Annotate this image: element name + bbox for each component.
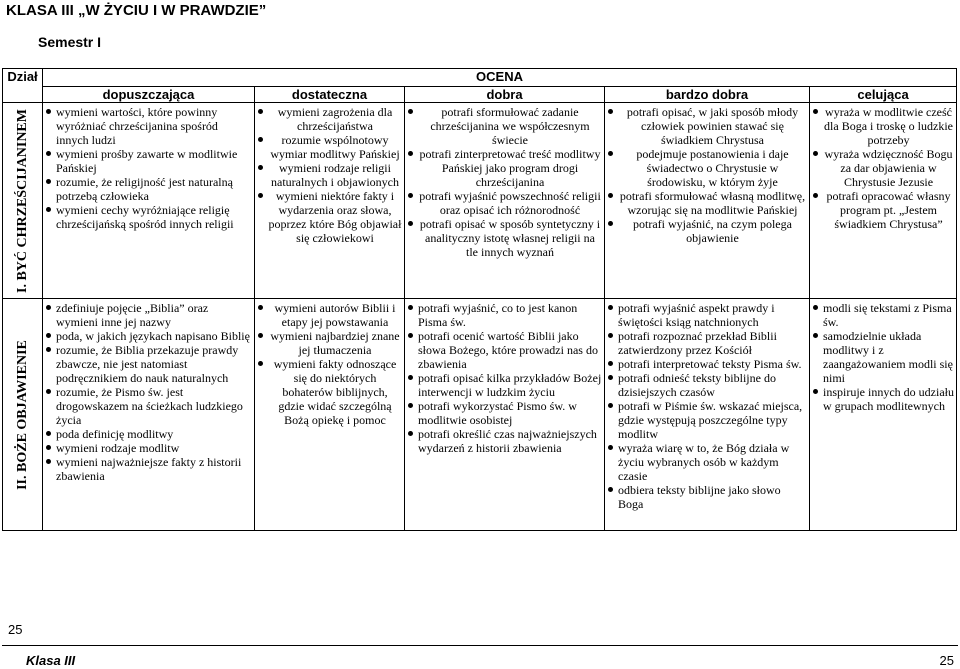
criteria-item: wymieni rodzaje religii naturalnych i objawionych (257, 161, 402, 189)
grade-cell (810, 103, 957, 299)
criteria-item: potrafi wyjaśnić, co to jest kanon Pisma św. (407, 301, 602, 329)
criteria-item: rozumie, że Pismo św. jest drogowskazem na ścieżkach ludzkiego życia (45, 385, 252, 427)
criteria-item: wymieni cechy wyróżniające religię chrześcijańską spośród innych religii (45, 203, 252, 231)
grade-cell (255, 103, 405, 299)
criteria-item: potrafi wyjaśnić powszechność religii oraz opisać ich różnorodność (407, 189, 602, 217)
criteria-item: rozumie, że religijność jest naturalną potrzebą człowieka (45, 175, 252, 203)
criteria-item: potrafi odnieść teksty biblijne do dzisiejszych czasów (607, 371, 807, 399)
criteria-list (405, 299, 604, 457)
criteria-list (605, 103, 809, 247)
criteria-list (255, 299, 404, 429)
criteria-list (43, 299, 254, 485)
criteria-list (810, 299, 956, 415)
criteria-item: potrafi ocenić wartość Biblii jako słowa Bożego, które prowadzi nas do zbawienia (407, 329, 602, 371)
section-label: I. BYĆ CHRZEŚCIJANINEM (14, 108, 30, 293)
criteria-item: potrafi w Piśmie św. wskazać miejsca, gdzie występują poszczególne typy modlitw (607, 399, 807, 441)
criteria-item: potrafi sformułować własną modlitwę, wzorując się na modlitwie Pańskiej (607, 189, 807, 217)
criteria-list (255, 103, 404, 247)
section-label: II. BOŻE OBJAWIENIE (14, 339, 30, 490)
grade-cell (605, 103, 810, 299)
grade-header-dostateczna: dostateczna (255, 87, 405, 103)
criteria-list (405, 103, 604, 261)
footer-class-label: Klasa III (26, 653, 76, 668)
grade-header-dopuszczajaca: dopuszczająca (43, 87, 255, 103)
criteria-item: samodzielnie układa modlitwy i z zaangażowaniem modli się nimi (812, 329, 954, 385)
criteria-item: potrafi opisać w sposób syntetyczny i analityczny istotę własnej religii na tle innych wyznań (407, 217, 602, 259)
criteria-item: wyraża wiarę w to, że Bóg działa w życiu wybranych osób w każdym czasie (607, 441, 807, 483)
criteria-item: potrafi wyjaśnić aspekt prawdy i świętości ksiąg natchnionych (607, 301, 807, 329)
criteria-item: potrafi interpretować teksty Pisma św. (607, 357, 807, 371)
section-row (3, 103, 957, 299)
criteria-item: potrafi opracować własny program pt. „Jestem świadkiem Chrystusa” (812, 189, 954, 231)
criteria-item: zdefiniuje pojęcie „Biblia” oraz wymieni inne jej nazwy (45, 301, 252, 329)
criteria-item: potrafi rozpoznać przekład Biblii zatwierdzony przez Kościół (607, 329, 807, 357)
criteria-item: inspiruje innych do udziału w grupach modlitewnych (812, 385, 954, 413)
criteria-item: potrafi opisać, w jaki sposób młody człowiek powinien stawać się świadkiem Chrystusa (607, 105, 807, 147)
grade-cell (405, 299, 605, 531)
criteria-item: potrafi wyjaśnić, na czym polega objawienie (607, 217, 807, 245)
criteria-item: odbiera teksty biblijne jako słowo Boga (607, 483, 807, 511)
criteria-item: modli się tekstami z Pisma św. (812, 301, 954, 329)
grade-header-bardzo-dobra: bardzo dobra (605, 87, 810, 103)
criteria-item: potrafi opisać kilka przykładów Bożej interwencji w ludzkim życiu (407, 371, 602, 399)
footer-page-number: 25 (939, 653, 954, 668)
criteria-item: podejmuje postanowienia i daje świadectwo o Chrystusie w środowisku, w którym żyje (607, 147, 807, 189)
grade-cell (43, 103, 255, 299)
criteria-list (43, 103, 254, 233)
criteria-item: wymieni rodzaje modlitw (45, 441, 252, 455)
section-row (3, 299, 957, 531)
criteria-item: wymieni prośby zawarte w modlitwie Pańskiej (45, 147, 252, 175)
criteria-item: rozumie, że Biblia przekazuje prawdy zbawcze, nie jest natomiast podręcznikiem do nauk naturalnych (45, 343, 252, 385)
semester-heading: Semestr I (38, 34, 102, 50)
criteria-item: poda, w jakich językach napisano Biblię (45, 329, 252, 343)
grade-cell (605, 299, 810, 531)
criteria-item: wyraża wdzięczność Bogu za dar objawienia w Chrystusie Jezusie (812, 147, 954, 189)
grade-cell (810, 299, 957, 531)
criteria-item: potrafi określić czas najważniejszych wydarzeń z historii zbawienia (407, 427, 602, 455)
criteria-item: poda definicję modlitwy (45, 427, 252, 441)
criteria-list (605, 299, 809, 513)
grade-cell (43, 299, 255, 531)
criteria-item: wymieni najważniejsze fakty z historii zbawienia (45, 455, 252, 483)
grade-cell (255, 299, 405, 531)
grade-header-dobra: dobra (405, 87, 605, 103)
criteria-item: wymieni niektóre fakty i wydarzenia oraz słowa, poprzez które Bóg objawiał się człowiekowi (257, 189, 402, 245)
grade-cell (405, 103, 605, 299)
criteria-item: rozumie wspólnotowy wymiar modlitwy Pańskiej (257, 133, 402, 161)
criteria-item: potrafi wykorzystać Pismo św. w modlitwie osobistej (407, 399, 602, 427)
page-number-top: 25 (8, 622, 23, 637)
criteria-item: wymieni najbardziej znane jej tłumaczenia (257, 329, 402, 357)
criteria-item: potrafi sformułować zadanie chrześcijanina we współczesnym świecie (407, 105, 602, 147)
criteria-item: wymieni wartości, które powinny wyróżniać chrześcijanina spośród innych ludzi (45, 105, 252, 147)
criteria-item: wymieni zagrożenia dla chrześcijaństwa (257, 105, 402, 133)
dzial-header: Dział (3, 69, 43, 103)
section-label-cell (3, 299, 43, 531)
grade-header-celujaca: celująca (810, 87, 957, 103)
criteria-item: potrafi zinterpretować treść modlitwy Pańskiej jako program drogi chrześcijanina (407, 147, 602, 189)
criteria-item: wymieni fakty odnoszące się do niektórych bohaterów biblijnych, gdzie widać szczególną Bożą opiekę i pomoc (257, 357, 402, 427)
criteria-list (810, 103, 956, 233)
ocena-header: OCENA (43, 69, 957, 87)
document-title: KLASA III „W ŻYCIU I W PRAWDZIE” (6, 2, 267, 19)
section-label-cell (3, 103, 43, 299)
criteria-item: wyraża w modlitwie cześć dla Boga i troskę o ludzkie potrzeby (812, 105, 954, 147)
footer-divider (2, 645, 958, 646)
criteria-item: wymieni autorów Biblii i etapy jej powstawania (257, 301, 402, 329)
grading-table (2, 68, 957, 531)
